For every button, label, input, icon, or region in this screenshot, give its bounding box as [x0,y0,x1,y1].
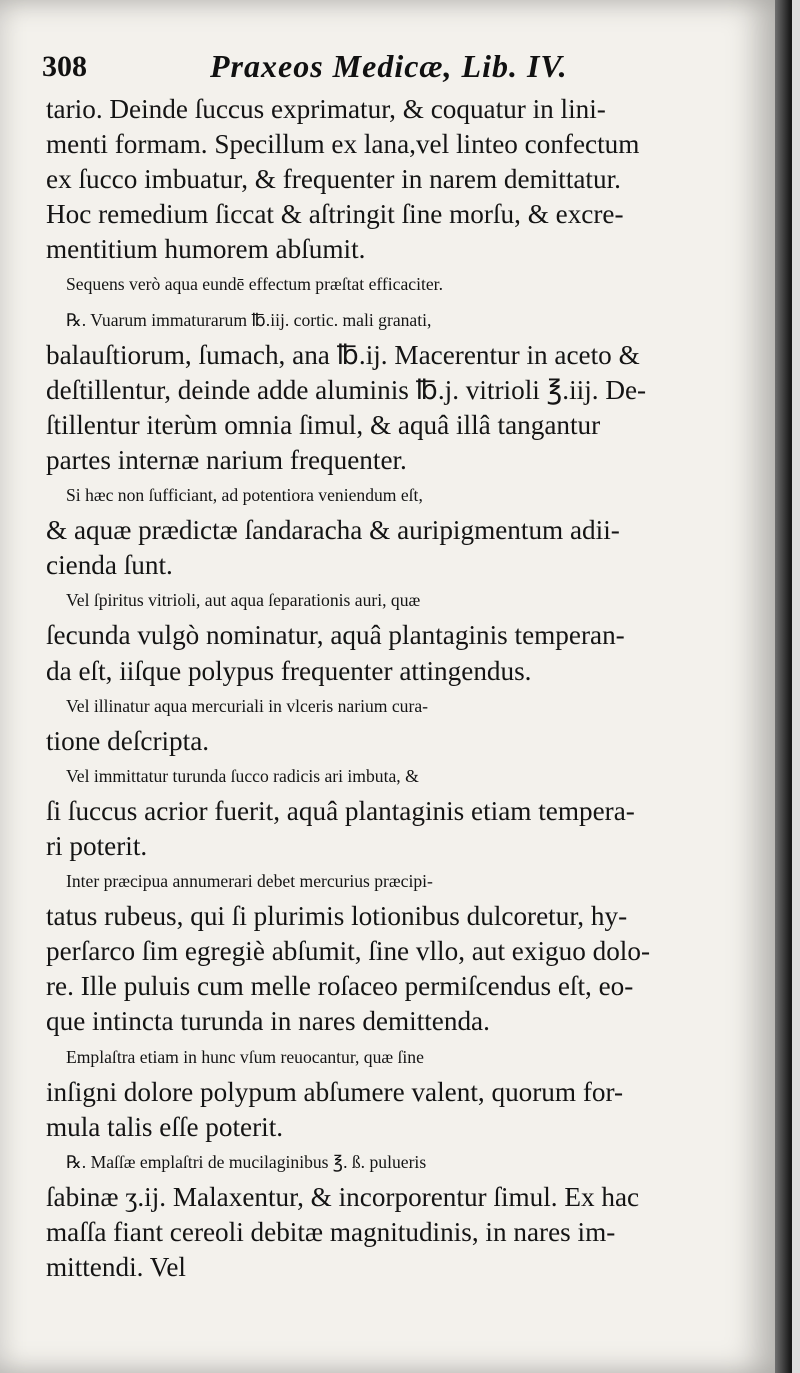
text-line: & aquæ prædictæ ſandaracha & auripigmentum adii- [46,515,620,546]
text-line: Sequens verò aqua eundē effectum præſtat efficaciter. [66,274,443,295]
body-text [46,92,736,1285]
text-line: que intincta turunda in nares demittenda. [46,1006,490,1037]
text-line: Emplaſtra etiam in hunc vſum reuocantur, quæ ſine [66,1046,424,1067]
text-line: maſſa fiant cereoli debitæ magnitudinis, in nares im- [46,1217,616,1247]
text-line: deſtillentur, deinde adde aluminis ℔.j. vitrioli ℥.iij. De- [46,374,647,405]
text-line: Inter præcipua annumerari debet mercurius præcipi- [66,871,433,892]
text-line: ri poterit. [46,830,148,861]
text-line: ſi ſuccus acrior fuerit, aquâ plantaginis etiam tempera- [46,795,635,826]
text-line: Vel immittatur turunda ſucco radicis ari imbuta, & [66,765,419,786]
text-line: tione deſcripta. [46,725,210,756]
text-line: Vel ſpiritus vitrioli, aut aqua ſeparationis auri, quæ [66,590,421,611]
text-line: Hoc remedium ſiccat & aſtringit ſine morſu, & excre- [46,199,624,230]
text-line: ℞. Vuarum immaturarum ℔.iij. cortic. mali granati, [66,309,432,330]
running-head: Praxeos Medicæ, Lib. IV. [210,48,568,84]
page-header [42,44,742,94]
text-line: cienda ſunt. [46,550,173,581]
page-number: 308 [42,50,87,83]
text-line: ex ſucco imbuatur, & frequenter in narem demittatur. [46,164,621,195]
text-line: Si hæc non ſufficiant, ad potentiora veniendum eſt, [66,485,423,506]
text-line: ſabinæ ʒ.ij. Malaxentur, & incorporentur ſimul. Ex hac [46,1181,640,1212]
text-line: Vel illinatur aqua mercuriali in vlceris narium cura- [66,695,428,716]
text-line: mentitium humorem abſumit. [46,234,366,265]
text-line: ℞. Maſſæ emplaſtri de mucilaginibus ℥. ß. pulueris [66,1151,427,1172]
text-line: mula talis eſſe poterit. [46,1111,284,1142]
text-line: balauſtiorum, ſumach, ana ℔.ij. Macerentur in aceto & [46,339,640,370]
next-page-edge [792,0,800,1373]
text-line: ſtillentur iterùm omnia ſimul, & aquâ illâ tangantur [46,409,601,440]
text-line: da eſt, iiſque polypus frequenter attingendus. [46,655,532,686]
text-line: tatus rubeus, qui ſi plurimis lotionibus dulcoretur, hy- [46,901,628,932]
text-line: perſarco ſim egregiè abſumit, ſine vllo, aut exiguo dolo- [46,936,650,967]
text-line: mittendi. Vel [46,1252,186,1283]
text-line: menti formam. Specillum ex lana,vel linteo confectum [46,129,640,160]
text-line: re. Ille puluis cum melle roſaceo permiſcendus eſt, eo- [46,971,634,1002]
text-line: ſecunda vulgò nominatur, aquâ plantaginis temperan- [46,620,625,651]
text-line: partes internæ narium frequenter. [46,444,407,475]
text-line: tario. Deinde ſuccus exprimatur, & coquatur in lini- [46,94,606,124]
text-line: inſigni dolore polypum abſumere valent, quorum for- [46,1076,624,1107]
